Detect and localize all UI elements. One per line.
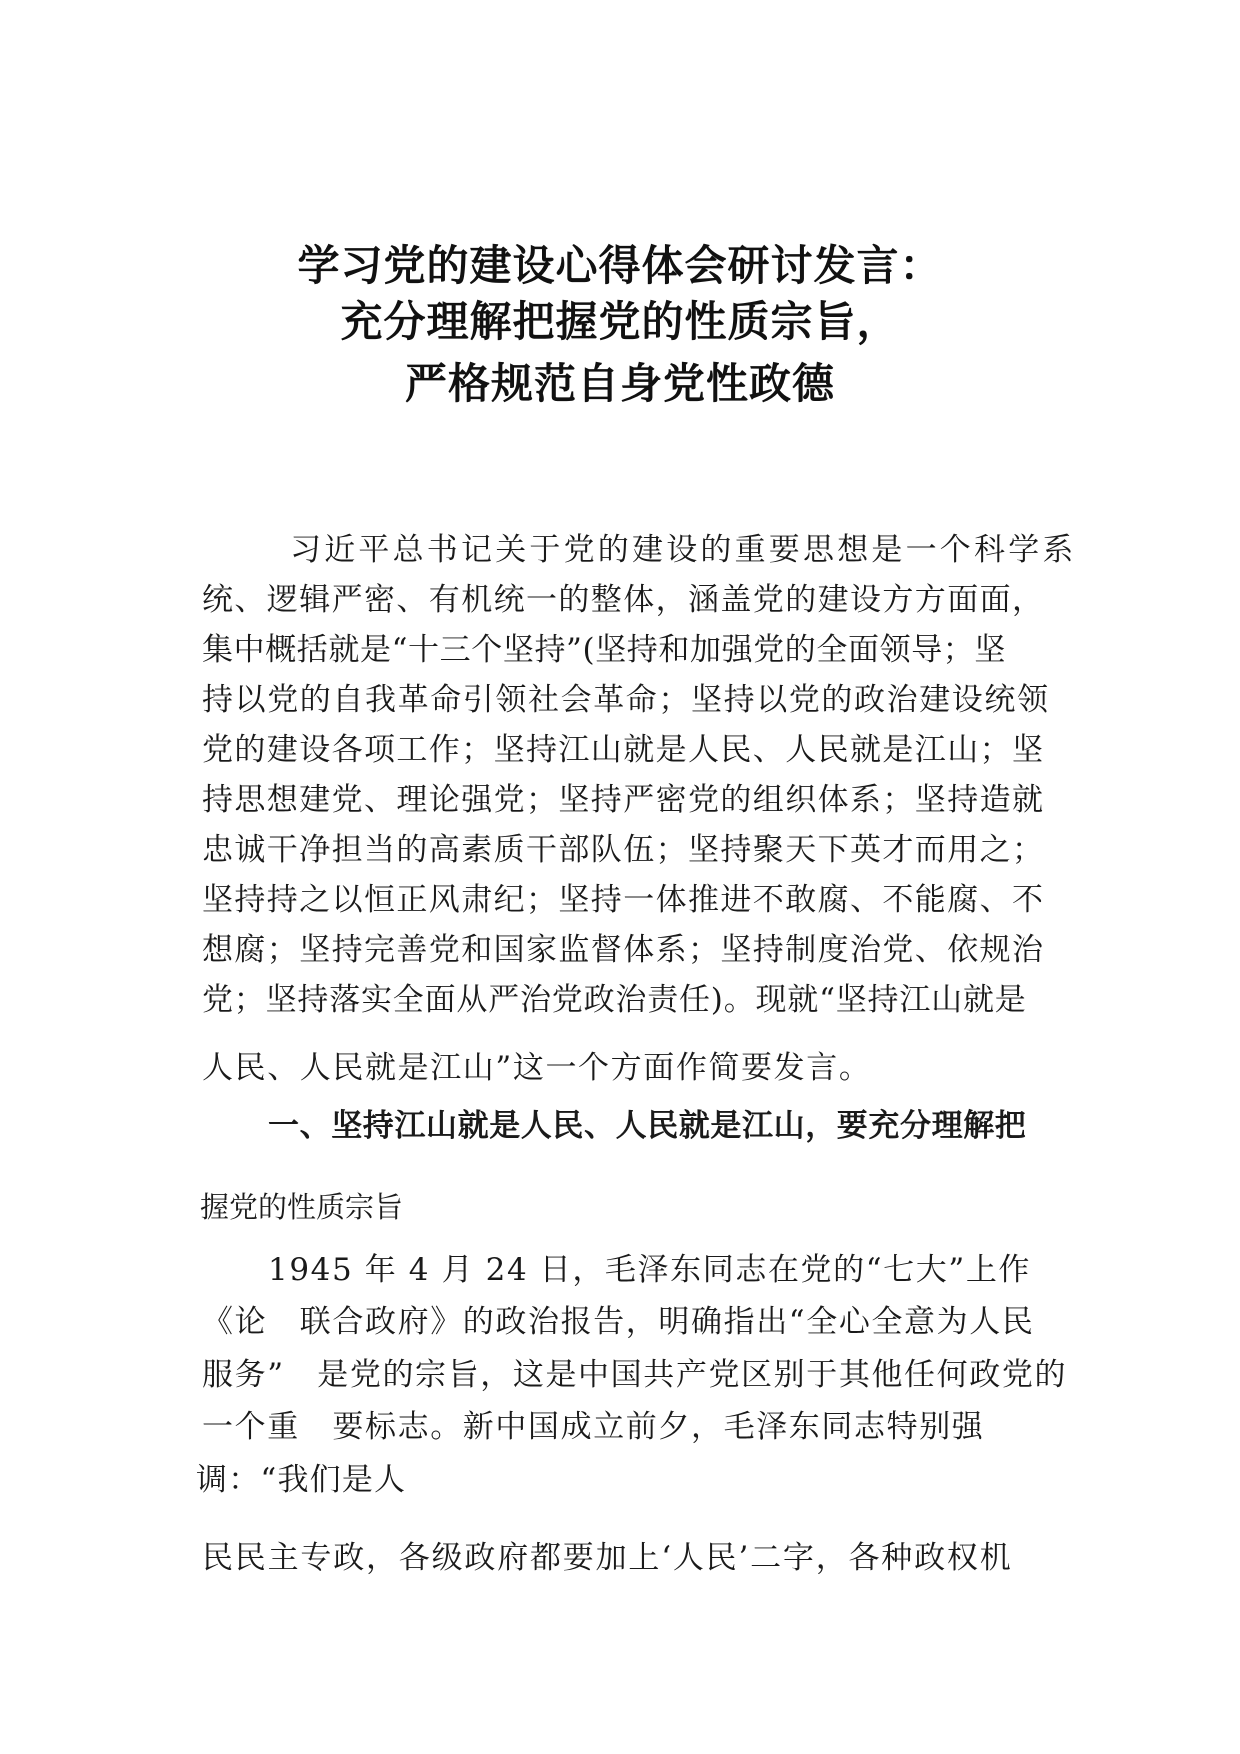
paragraph-line: 民民主专政，各级政府都要加上‘人民’二字，各种政权机 [202, 1540, 1013, 1576]
section-heading: 一、坚持江山就是人民、人民就是江山，要充分理解把 [268, 1108, 1027, 1144]
paragraph-line: 调：“我们是人 [196, 1462, 407, 1498]
title-line-2: 充分理解把握党的性质宗旨， [340, 297, 900, 346]
paragraph-line: 忠诚干净担当的高素质干部队伍；坚持聚天下英才而用之； [202, 832, 1045, 868]
paragraph-line: 一个重 要标志。新中国成立前夕，毛泽东同志特别强 [202, 1409, 985, 1445]
paragraph-line: 服务” 是党的宗旨，这是中国共产党区别于其他任何政党的 [202, 1357, 1068, 1393]
paragraph-line: 持以党的自我革命引领社会革命；坚持以党的政治建设统领 [202, 682, 1050, 718]
paragraph-line: 党的建设各项工作；坚持江山就是人民、人民就是江山；坚 [202, 732, 1045, 768]
paragraph-line: 统、逻辑严密、有机统一的整体，涵盖党的建设方方面面， [202, 582, 1045, 618]
paragraph-line: 《论 联合政府》的政治报告，明确指出“全心全意为人民 [202, 1304, 1035, 1340]
paragraph-line: 1945 年 4 月 24 日，毛泽东同志在党的“七大”上作 [268, 1252, 1032, 1288]
section-heading-continued: 握党的性质宗旨 [200, 1190, 404, 1224]
paragraph-line: 想腐；坚持完善党和国家监督体系；坚持制度治党、依规治 [202, 932, 1045, 968]
paragraph-line: 集中概括就是“十三个坚持”(坚持和加强党的全面领导；坚 [202, 632, 1006, 668]
title-line-3: 严格规范自身党性政德 [404, 359, 835, 408]
paragraph-line: 坚持持之以恒正风肃纪；坚持一体推进不敢腐、不能腐、不 [202, 882, 1045, 918]
document-title [0, 238, 1240, 412]
paragraph-line: 持思想建党、理论强党；坚持严密党的组织体系；坚持造就 [202, 782, 1045, 818]
paragraph-line: 习近平总书记关于党的建设的重要思想是一个科学系 [290, 532, 1077, 568]
paragraph-line: 党；坚持落实全面从严治党政治责任)。现就“坚持江山就是 [202, 982, 1027, 1018]
title-line-1: 学习党的建设心得体会研讨发言： [297, 241, 943, 290]
paragraph-line: 人民、人民就是江山”这一个方面作简要发言。 [202, 1050, 872, 1086]
